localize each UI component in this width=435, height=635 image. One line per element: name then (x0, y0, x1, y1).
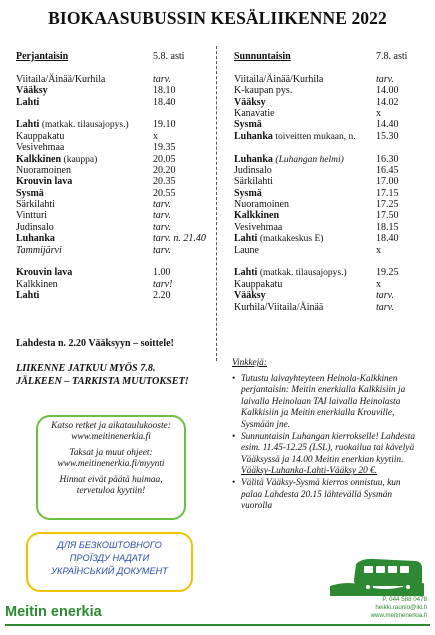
stop-label: Krouvin lava (16, 267, 73, 279)
stop-name (234, 74, 323, 85)
stop-label: Kanavatie (234, 107, 275, 119)
stop-label: Judinsalo (234, 164, 272, 176)
stop-label: Kalkkinen (16, 153, 62, 165)
stop-label: Kauppakatu (234, 278, 283, 290)
sunday-stop-row (234, 119, 412, 130)
brand-underline (5, 624, 430, 626)
departure-time: 19.10 (153, 119, 176, 131)
tip-sysma: • Välitä Vääksy-Sysmä kierros onnistuu, kun palaa Lahdesta 20.15 lähtevällä Sysmän vuorolla (232, 478, 422, 513)
departure-time: 19.25 (376, 267, 399, 279)
sunday-header (234, 51, 412, 62)
sunday-stop-row (234, 267, 412, 278)
stop-label: Viitaila/Äinää/Kurhila (16, 73, 106, 85)
stop-name (16, 165, 71, 176)
departure-time: tarv. (153, 210, 171, 222)
departure-time: tarv! (153, 278, 173, 290)
stop-label: Särkilahti (16, 199, 55, 211)
friday-header-label: Perjantaisin (16, 51, 69, 62)
friday-stop-row (16, 245, 194, 256)
spacer (234, 256, 412, 267)
departure-time: x (376, 244, 381, 256)
departure-time: 18.40 (153, 96, 176, 108)
friday-header (16, 51, 194, 62)
ukraine-notice-box (26, 532, 193, 592)
notice-line-1: LIIKENNE JATKUU MYÖS 7.8. (16, 363, 156, 374)
departure-time: 20.35 (153, 176, 176, 188)
departure-time: 14.02 (376, 96, 399, 108)
friday-stop-row (16, 119, 194, 130)
stop-name (234, 119, 262, 130)
friday-stop-row (16, 199, 194, 210)
friday-schedule (16, 51, 206, 302)
page-title: BIOKAASUBUSSIN KESÄLIIKENNE 2022 (48, 8, 387, 28)
stop-label: Särkilahti (234, 176, 273, 188)
stop-label: Nuoramoinen (16, 164, 71, 176)
friday-stop-row (16, 176, 194, 187)
departure-time: 16.30 (376, 153, 399, 165)
friday-stop-row (16, 290, 194, 301)
departure-time: tarv. n. 21.40 (153, 233, 206, 245)
spacer (234, 62, 412, 73)
info-box (36, 415, 186, 520)
stop-note: (matkak. tilausajopys.) (41, 120, 129, 131)
stop-label: Kalkkinen (234, 210, 280, 222)
stop-label: Vääksy (234, 96, 266, 108)
stop-label: Luhanka (234, 130, 273, 142)
spacer (16, 62, 194, 73)
stop-note: (matkak. tilausajopys.) (259, 268, 347, 279)
sunday-stop-row (234, 279, 412, 290)
continuation-notice (16, 363, 216, 388)
friday-stop-row (16, 188, 194, 199)
tips-title: Vinkkejä: (232, 358, 267, 368)
stop-name (16, 245, 62, 256)
stop-label: Luhanka (234, 153, 273, 165)
stop-label: Kalkkinen (16, 278, 58, 290)
departure-time: 2.20 (153, 290, 171, 302)
stop-name (234, 176, 273, 187)
stop-label: Lahti (16, 119, 40, 131)
tip-ferry: • Tutustu laivayhteyteen Heinola-Kalkkinen perjantaisin: Meitin enerkialla Kalkkisiin ja laivalla Heinolaan TAI laivalla Heinolasta Kalkkisiin ja Meitin enerkialla Krouville, Sysmään jne. (232, 374, 422, 432)
departure-time: tarv. (153, 199, 171, 211)
contact-email[interactable]: heikki.raunio@iki.fi (375, 604, 427, 611)
info-line-fares: Taksat ja muut ohjeet: (69, 447, 153, 458)
stop-label: Krouvin lava (16, 176, 73, 188)
stop-note: (Luhangan helmi) (275, 154, 344, 165)
friday-stop-row (16, 165, 194, 176)
stop-label: Tammijärvi (16, 244, 62, 256)
sunday-stop-row (234, 85, 412, 96)
info-line-prices: Hinnat eivät päätä huimaa, (59, 474, 163, 485)
stop-name (16, 222, 54, 233)
sunday-stop-row (234, 165, 412, 176)
stop-label: Sysmä (16, 187, 44, 199)
stop-note: (matkakeskus E) (259, 234, 324, 245)
stop-label: Vesivehmaa (234, 221, 283, 233)
sunday-stop-row (234, 290, 412, 301)
stop-note: toiveitten mukaan, n. (275, 131, 356, 142)
departure-time: 20.55 (153, 187, 176, 199)
stop-name (16, 267, 72, 278)
info-line-welcome: tervetuloa kyytiin! (76, 486, 146, 497)
stop-name (16, 290, 39, 301)
stop-name (16, 210, 47, 221)
stop-label: Lahti (16, 96, 40, 108)
departure-time: 17.00 (376, 176, 399, 188)
stop-label: Sysmä (234, 187, 262, 199)
stop-name (234, 188, 262, 199)
sunday-stop-row (234, 154, 412, 165)
departure-time: 15.30 (376, 130, 399, 142)
friday-stop-row (16, 267, 194, 278)
stop-label: Vesivehmaa (16, 142, 65, 154)
stop-name (234, 108, 275, 119)
bus-logo-icon (326, 556, 424, 596)
friday-stop-row (16, 85, 194, 96)
stop-name (16, 279, 58, 290)
brand-logo: Meitin enerkia (5, 604, 102, 620)
sunday-schedule (234, 51, 412, 313)
stop-name (16, 233, 55, 244)
friday-stop-row (16, 154, 194, 165)
stop-label: Viitaila/Äinää/Kurhila (234, 73, 324, 85)
tip-luhanka (232, 432, 422, 478)
stop-label: Vääksy (16, 85, 48, 97)
stop-name (234, 97, 266, 108)
sunday-stop-row (234, 108, 412, 119)
sunday-stop-row (234, 302, 412, 313)
stop-name (234, 210, 279, 221)
departure-time: 17.50 (376, 210, 399, 222)
departure-time: tarv. (153, 244, 171, 256)
ukraine-line-3: УКРАЇНСЬКИЙ ДОКУМЕНТ (51, 566, 168, 576)
stop-name (16, 142, 64, 153)
friday-stop-row (16, 233, 206, 245)
departure-time: 14.40 (376, 119, 399, 131)
friday-stop-row (16, 97, 194, 108)
stop-label: Nuoramoinen (234, 199, 289, 211)
stop-name (234, 279, 282, 290)
sunday-stop-row (234, 245, 412, 256)
spacer (234, 142, 412, 153)
stop-name (234, 245, 259, 256)
sunday-rows (234, 74, 412, 313)
stop-note: (kauppa) (63, 154, 98, 165)
stop-label: Vääksy (234, 290, 266, 302)
friday-stop-row (16, 142, 194, 153)
departure-time: tarv. (153, 221, 171, 233)
friday-rows (16, 73, 206, 302)
ukraine-line-1: ДЛЯ БЕЗКОШТОВНОГО (57, 540, 162, 550)
stop-name (16, 97, 39, 108)
stop-name (16, 131, 64, 142)
spacer (16, 108, 194, 119)
stop-label: Lahti (234, 233, 258, 245)
departure-time: 17.15 (376, 187, 399, 199)
notice-line-2: JÄLKEEN – TARKISTA MUUTOKSET! (16, 375, 189, 387)
stop-label: Sysmä (234, 119, 262, 131)
friday-stop-row (16, 279, 194, 290)
stop-name (234, 165, 272, 176)
stop-name (234, 222, 282, 233)
friday-stop-row (16, 222, 194, 233)
stop-name (234, 290, 266, 301)
tip-luhanka-price: Vääksy-Luhanka-Lahti-Vääksy 20 €. (241, 466, 378, 477)
departure-time: 19.35 (153, 142, 176, 154)
friday-stop-row (16, 131, 194, 142)
sunday-stop-row (234, 210, 412, 221)
departure-time: x (376, 107, 381, 119)
sunday-stop-row (234, 233, 412, 244)
departure-time: tarv. (153, 73, 171, 85)
return-footnote: Lahdesta n. 2.20 Vääksyyn – soittele! (16, 338, 174, 349)
departure-time: 18.15 (376, 221, 399, 233)
departure-time: tarv. (376, 290, 394, 302)
stop-name (234, 302, 323, 313)
departure-time: 16.45 (376, 164, 399, 176)
departure-time: 20.20 (153, 164, 176, 176)
spacer (16, 256, 194, 267)
stop-name (16, 74, 105, 85)
stop-name (234, 199, 289, 210)
departure-time: 20.05 (153, 153, 176, 165)
stop-name (16, 85, 48, 96)
tip-luhanka-text: Sunnuntaisin Luhangan kierrokselle! Lahdesta esim. 11.45-12.25 (LSL), ruokailua tai kävelyä Vääksyssä ja 14.00 Meitin enerkian kyytiin. (241, 431, 415, 465)
departure-time: tarv. (376, 301, 394, 313)
friday-stop-row (16, 74, 194, 85)
contact-phone[interactable]: P. 044 588 0478 (382, 596, 427, 603)
sunday-header-date: 7.8. asti (376, 51, 408, 62)
stop-label: Kurhila/Viitaila/Äinää (234, 301, 324, 313)
stop-label: K-kaupan pys. (234, 85, 293, 97)
stop-label: Luhanka (16, 233, 55, 245)
stop-label: Laune (234, 244, 259, 256)
departure-time: 14.00 (376, 85, 399, 97)
stop-name (16, 176, 72, 187)
departure-time: x (153, 130, 158, 142)
sunday-stop-row (234, 199, 412, 210)
stop-label: Kauppakatu (16, 130, 65, 142)
info-line-routes: Katso retket ja aikataulukooste: (51, 421, 171, 431)
departure-time: 17.25 (376, 199, 399, 211)
stop-label: Lahti (16, 290, 40, 302)
tips-section (232, 358, 422, 513)
stop-label: Vintturi (16, 210, 48, 222)
sunday-stop-row (234, 188, 412, 199)
column-divider (216, 46, 217, 361)
sunday-stop-row (234, 97, 412, 108)
departure-time: x (376, 278, 381, 290)
info-link-website[interactable]: www.meitinenerkia.fi (71, 432, 151, 443)
departure-time: 18.40 (376, 233, 399, 245)
departure-time: tarv. (376, 73, 394, 85)
contact-info (347, 596, 427, 620)
stop-name (234, 85, 292, 96)
friday-header-date: 5.8. asti (153, 51, 185, 62)
ukraine-line-2: ПРОЇЗДУ НАДАТИ (69, 553, 150, 563)
sunday-stop-row (234, 222, 412, 233)
friday-stop-row (16, 210, 194, 221)
stop-name (16, 188, 44, 199)
departure-time: 18.10 (153, 85, 176, 97)
stop-label: Judinsalo (16, 221, 54, 233)
tips-list (232, 374, 422, 513)
stop-name (16, 199, 55, 210)
sunday-stop-row (234, 176, 412, 187)
stop-label: Lahti (234, 267, 258, 279)
sunday-header-label: Sunnuntaisin (234, 51, 291, 62)
sunday-stop-row (234, 131, 412, 142)
contact-website[interactable]: www.meitinenerkia.fi (370, 612, 427, 619)
sunday-stop-row (234, 74, 412, 85)
info-link-sales[interactable]: www.meitinenerkia.fi/myynti (57, 459, 165, 470)
departure-time: 1.00 (153, 267, 171, 279)
